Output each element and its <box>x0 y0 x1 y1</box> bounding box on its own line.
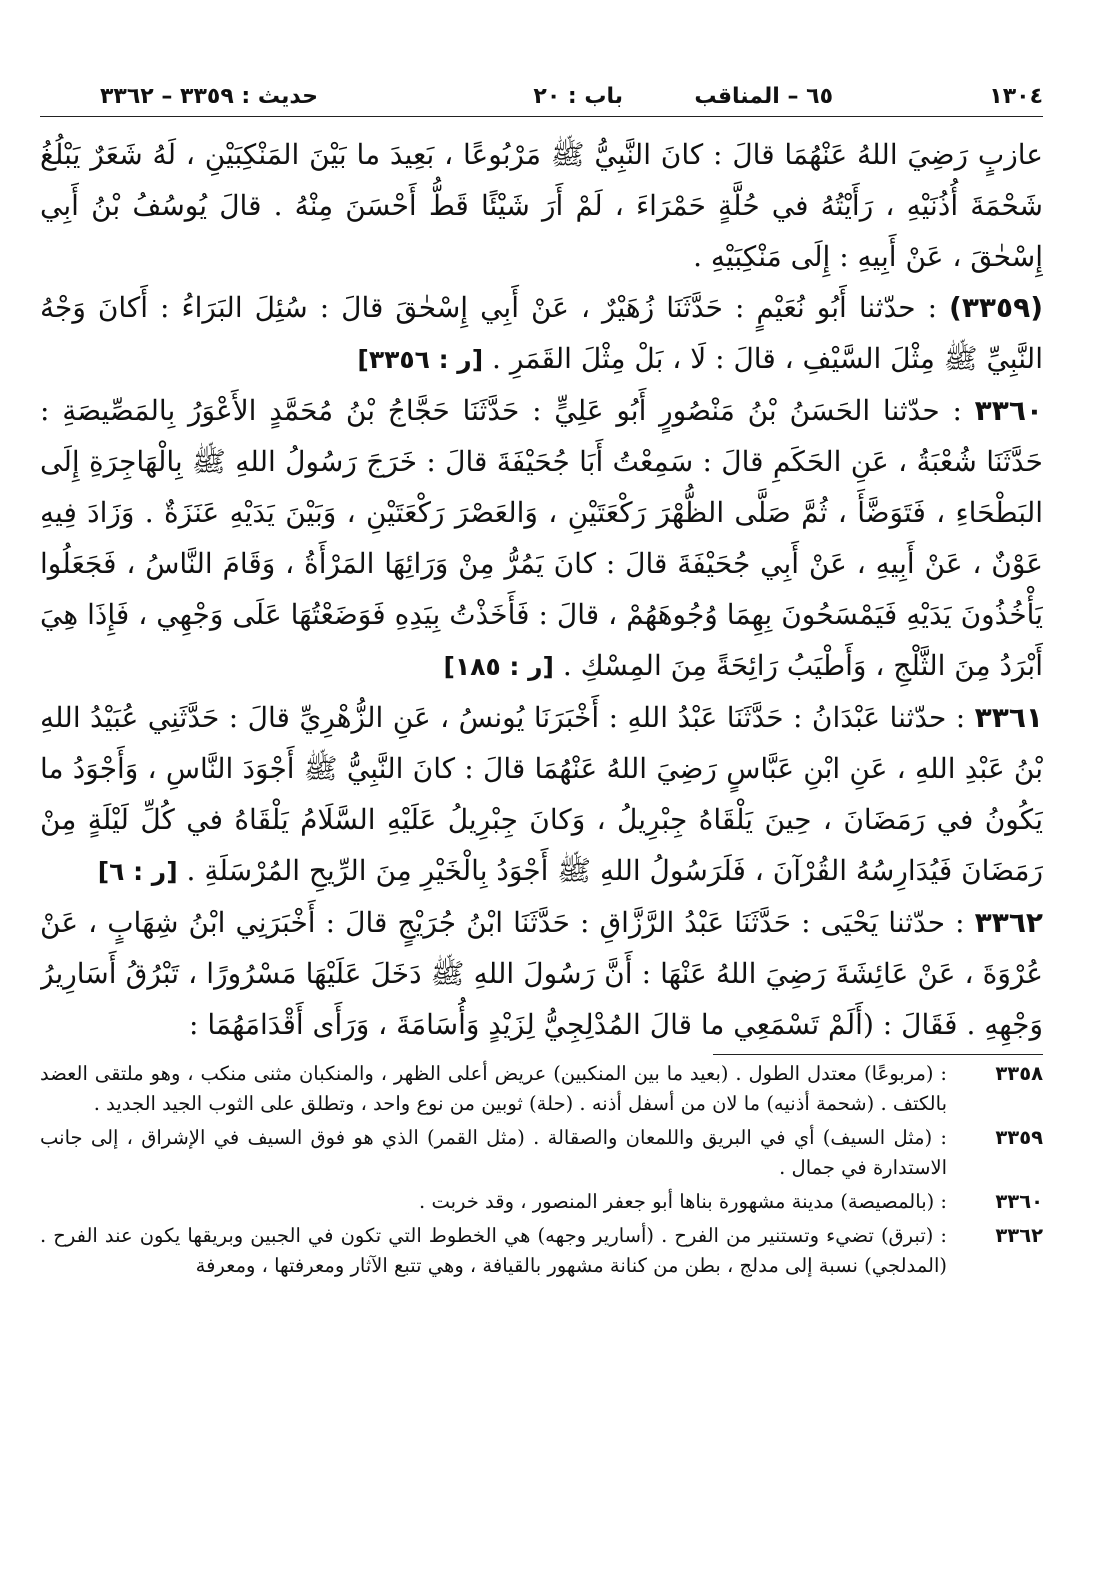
footnote-text: : (مثل السيف) أي في البريق واللمعان والصقالة . (مثل القمر) الذي هو فوق السيف في الإشراق ، إلى جانب الاستدارة في جمال . <box>40 1126 947 1179</box>
hadith-text: : حدّثنا يَحْيَى : حَدَّثَنَا عَبْدُ الرَّزَّاقِ : حَدَّثَنَا ابْنُ جُرَيْجٍ قالَ : أَخْبَرَنِي ابْنُ شِهَابٍ ، عَنْ عُرْوَةَ ، عَنْ عَائِشَةَ رَضِيَ اللهُ عَنْهَا : أَنَّ رَسُولَ اللهِ ﷺ دَخَلَ عَلَيْهَا مَسْرُورًا ، تَبْرُقُ أَسَارِيرُ وَجْهِهِ . فَقَالَ : (أَلَمْ تَسْمَعِي ما قالَ المُدْلِجِيُّ لِزَيْدٍ وَأُسَامَةَ ، وَرَأَى أَقْدَامَهُمَا : <box>40 906 1043 1041</box>
footnote-text: : (مربوعًا) معتدل الطول . (بعيد ما بين المنكبين) عريض أعلى الظهر ، والمنكبان مثنى منكب ، وهو ملتقى العضد بالكتف . (شحمة أذنيه) ما لان من أسفل أذنه . (حلة) ثوبين من نوع واحد ، وتطلق على الثوب الجيد الجديد . <box>40 1062 947 1115</box>
book-title: ٦٥ – المناقب <box>694 84 833 109</box>
footnote-divider <box>713 1054 1043 1055</box>
hadith-text: : حدّثنا أَبُو نُعَيْمٍ : حَدَّثَنَا زُهَيْرٌ ، عَنْ أَبِي إِسْحٰقَ قالَ : سُئِلَ البَرَاءُ : أَكانَ وَجْهُ النَّبِيِّ ﷺ مِثْلَ السَّيْفِ ، قالَ : لَا ، بَلْ مِثْلَ القَمَرِ . <box>40 291 1043 375</box>
hadith-3359 <box>40 282 1043 385</box>
cross-reference: [ر : ٣٣٥٦] <box>357 345 484 374</box>
footnote-number: ٣٣٥٩ <box>995 1126 1043 1149</box>
footnote-3360 <box>40 1187 1043 1217</box>
cross-reference: [ر : ١٨٥] <box>443 652 554 681</box>
hadith-3360 <box>40 385 1043 692</box>
hadith-number: ٣٣٦٠ <box>974 394 1043 427</box>
footnote-text: : (تبرق) تضيء وتستنير من الفرح . (أسارير وجهه) هي الخطوط التي تكون في الجبين وبريقها يكون عند الفرح . (المدلجي) نسبة إلى مدلج ، بطن من كنانة مشهور بالقيافة ، وهي تتبع الآثار ومعرفتها ، ومعرفة <box>40 1224 947 1277</box>
cross-reference: [ر : ٦] <box>97 857 178 886</box>
hadith-3362 <box>40 897 1043 1050</box>
book-page <box>40 78 1043 1568</box>
footnotes <box>40 1059 1043 1281</box>
hadith-3358-continuation: عازبٍ رَضِيَ اللهُ عَنْهُمَا قالَ : كانَ النَّبِيُّ ﷺ مَرْبُوعًا ، بَعِيدَ ما بَيْنَ المَنْكِبَيْنِ ، لَهُ شَعَرٌ يَبْلُغُ شَحْمَةَ أُذُنَيْهِ ، رَأَيْتُهُ في حُلَّةٍ حَمْرَاءَ ، لَمْ أَرَ شَيْئًا قَطُّ أَحْسَنَ مِنْهُ . قالَ يُوسُفُ بْنُ أَبِي إِسْحٰقَ ، عَنْ أَبِيهِ : إِلَى مَنْكِبَيْهِ . <box>40 138 1043 273</box>
hadith-text: : حدّثنا الحَسَنُ بْنُ مَنْصُورٍ أَبُو عَلِيٍّ : حَدَّثَنَا حَجَّاجُ بْنُ مُحَمَّدٍ الأَعْوَرُ بِالمَصِّيصَةِ : حَدَّثَنَا شُعْبَةُ ، عَنِ الحَكَمِ قالَ : سَمِعْتُ أَبَا جُحَيْفَةَ قالَ : خَرَجَ رَسُولُ اللهِ ﷺ بِالْهَاجِرَةِ إِلَى البَطْحَاءِ ، فَتَوَضَّأَ ، ثُمَّ صَلَّى الظُّهْرَ رَكْعَتَيْنِ ، وَالعَصْرَ رَكْعَتَيْنِ ، وَبَيْنَ يَدَيْهِ عَنَزَةٌ . وَزَادَ فِيهِ عَوْنٌ ، عَنْ أَبِيهِ ، عَنْ أَبِي جُحَيْفَةَ قالَ : كانَ يَمُرُّ مِنْ وَرَائِهَا المَرْأَةُ ، وَقَامَ النَّاسُ ، فَجَعَلُوا يَأْخُذُونَ يَدَيْهِ فَيَمْسَحُونَ بِهِمَا وُجُوهَهُمْ ، قالَ : فَأَخَذْتُ بِيَدِهِ فَوَضَعْتُهَا عَلَى وَجْهِي ، فَإِذَا هِيَ أَبْرَدُ مِنَ الثَّلْجِ ، وَأَطْيَبُ رَائِحَةً مِنَ المِسْكِ . <box>40 394 1043 682</box>
hadith-range: حديث : ٣٣٥٩ – ٣٣٦٢ <box>100 84 318 109</box>
page-number: ١٣٠٤ <box>989 84 1043 109</box>
main-text <box>40 129 1043 1050</box>
chapter-label: باب : ٢٠ <box>533 84 623 109</box>
hadith-number: ٣٣٦٢ <box>974 906 1043 939</box>
footnote-number: ٣٣٦٠ <box>995 1190 1043 1213</box>
footnote-3362 <box>40 1221 1043 1281</box>
footnote-text: : (بالمصيصة) مدينة مشهورة بناها أبو جعفر المنصور ، وقد خربت . <box>419 1190 947 1213</box>
footnote-number: ٣٣٦٢ <box>995 1224 1043 1247</box>
hadith-3361 <box>40 692 1043 897</box>
footnote-number: ٣٣٥٨ <box>995 1062 1043 1085</box>
running-header <box>40 78 1043 117</box>
hadith-number: (٣٣٥٩) <box>949 291 1043 324</box>
footnote-3358 <box>40 1059 1043 1119</box>
hadith-text: : حدّثنا عَبْدَانُ : حَدَّثَنَا عَبْدُ اللهِ : أَخْبَرَنَا يُونسُ ، عَنِ الزُّهْرِيِّ قالَ : حَدَّثَنِي عُبَيْدُ اللهِ بْنُ عَبْدِ اللهِ ، عَنِ ابْنِ عَبَّاسٍ رَضِيَ اللهُ عَنْهُمَا قالَ : كانَ النَّبِيُّ ﷺ أَجْوَدَ النَّاسِ ، وَأَجْوَدُ ما يَكُونُ في رَمَضَانَ ، حِينَ يَلْقَاهُ جِبْرِيلُ ، وَكانَ جِبْرِيلُ عَلَيْهِ السَّلَامُ يَلْقَاهُ في كُلِّ لَيْلَةٍ مِنْ رَمَضَانَ فَيُدَارِسُهُ القُرْآنَ ، فَلَرَسُولُ اللهِ ﷺ أَجْوَدُ بِالْخَيْرِ مِنَ الرِّيحِ المُرْسَلَةِ . <box>40 701 1043 887</box>
hadith-number: ٣٣٦١ <box>974 701 1043 734</box>
footnote-3359 <box>40 1123 1043 1183</box>
